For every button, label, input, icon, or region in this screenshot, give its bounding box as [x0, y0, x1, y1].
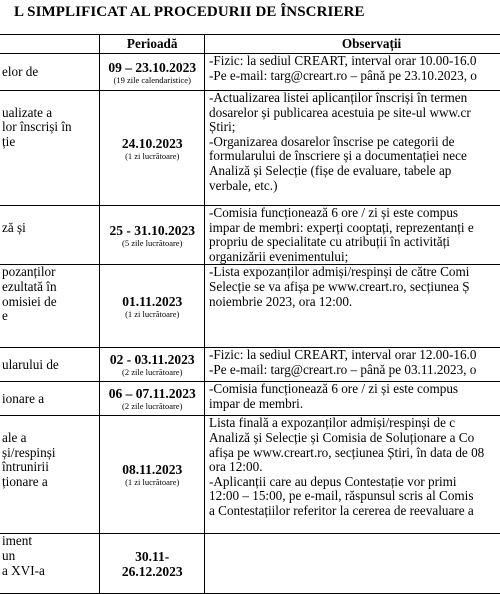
observation-line: -Fizic: la sediul CREART, interval orar 10.00-16.0 [209, 53, 477, 68]
observations-cell [205, 534, 500, 594]
period-duration-note: (1 zi lucrătoare) [125, 308, 180, 319]
table-row [0, 348, 500, 382]
observation-line: Analiză și Selecție (fișe de evaluare, tabele ap [209, 162, 452, 178]
table-row [0, 206, 500, 265]
stage-cell [0, 206, 100, 265]
stage-cell [0, 416, 100, 534]
observation-line: -Comisia funcționează 6 ore / zi și este compus [209, 205, 459, 220]
stage-cell [0, 265, 100, 348]
observation-line: 12:00 – 15:00, pe e-mail, răspunsul scris al Comis [209, 488, 474, 504]
stage-text: ularului de [2, 356, 59, 372]
period-range: 02 - 03.11.2023 [109, 352, 195, 368]
table-row [0, 91, 500, 206]
period-header: Perioadă [100, 35, 205, 54]
table-row [0, 54, 500, 91]
stage-text: a XVI-a [2, 562, 45, 578]
period-range: 08.11.2023 [122, 462, 183, 478]
observation-line: Analiză și Selecție și Comisia de Soluționare a Co [209, 429, 475, 445]
stage-text: pozanților [2, 264, 56, 280]
period-cell [100, 91, 205, 206]
table-row [0, 416, 500, 534]
observation-line: formularului de înscriere și a documentației nece [209, 148, 467, 164]
observation-line: Știri; [209, 119, 236, 135]
schedule-table [0, 34, 500, 594]
table-row [0, 382, 500, 416]
observations-cell [205, 382, 500, 416]
period-cell [100, 348, 205, 382]
period-range: 06 – 07.11.2023 [108, 386, 196, 402]
page-title: L SIMPLIFICAT AL PROCEDURII DE ÎNSCRIERE [14, 4, 365, 20]
observations-cell [205, 416, 500, 534]
observations-cell [205, 348, 500, 382]
period-range: 01.11.2023 [122, 293, 183, 309]
period-cell [100, 534, 205, 594]
observations-header: Observații [205, 35, 500, 54]
stage-text: ualizate a [2, 104, 53, 120]
observation-line: impar de membri: experți cooptați, reprezentanți e [209, 219, 474, 235]
stage-text: elor de [2, 63, 39, 79]
table-header-row [0, 35, 500, 54]
observation-line: -Pe e-mail: targ@creart.ro – până pe 23.10.2023, o [209, 67, 477, 83]
observation-line: -Fizic: la sediul CREART, interval orar 12.00-16.0 [209, 347, 477, 363]
observation-line: -Lista expozanților admiși/respinși de către Comi [209, 264, 470, 280]
observation-line: verbale, etc.) [209, 177, 278, 193]
stage-text: ză și [2, 219, 26, 235]
period-cell [100, 416, 205, 534]
stage-text: întrunirii [2, 459, 49, 475]
period-duration-note: (2 zile lucrătoare) [122, 367, 183, 378]
stage-header [0, 35, 100, 54]
table-row [0, 265, 500, 348]
stage-text: e [2, 308, 8, 324]
stage-cell [0, 534, 100, 594]
stage-text: ție [2, 133, 16, 149]
period-range: 24.10.2023 [121, 135, 183, 151]
period-range: 26.12.2023 [121, 563, 183, 579]
stage-text: ale a [2, 429, 27, 445]
period-duration-note: (1 zi lucrătoare) [125, 150, 180, 161]
observations-cell [205, 91, 500, 206]
observation-line: -Comisia funcționează 6 ore / zi și este compus [209, 381, 459, 397]
period-range: 30.11- [135, 548, 170, 564]
stage-text: ționare a [2, 473, 48, 489]
stage-cell [0, 382, 100, 416]
observation-line: Selecție se va afișa pe www.creart.ro, secțiunea Ș [209, 278, 470, 294]
observation-line: noiembrie 2023, ora 12:00. [209, 293, 353, 309]
period-range: 25 - 31.10.2023 [109, 222, 195, 238]
observation-line: a Contestațiilor referitor la cererea de reevaluare a [209, 502, 474, 518]
observations-cell [205, 54, 500, 91]
stage-text: omisiei de [2, 293, 57, 309]
observation-line: -Organizarea dosarelor înscrise pe categorii de [209, 133, 455, 149]
stage-text: un [2, 547, 16, 563]
observation-line: dosarelor și publicarea acestuia pe site-ul www.cr [209, 104, 471, 120]
period-cell [100, 206, 205, 265]
stage-cell [0, 91, 100, 206]
stage-cell [0, 348, 100, 382]
observations-cell [205, 206, 500, 265]
period-cell [100, 265, 205, 348]
period-cell [100, 54, 205, 91]
observation-line: afișa pe www.creart.ro, secțiunea Știri, în data de 08 [209, 444, 485, 460]
period-cell [100, 382, 205, 416]
stage-text [2, 206, 95, 221]
observation-line: ora 12:00. [209, 459, 263, 475]
stage-text [2, 416, 95, 431]
stage-text: și/respinși [2, 444, 56, 460]
observation-line: propriu de specialitate cu atribuții în activități [209, 234, 450, 250]
stage-text [2, 91, 95, 106]
observation-line: organizării evenimentului; [209, 248, 349, 264]
table-row [0, 534, 500, 594]
period-duration-note: (2 zile lucrătoare) [122, 401, 183, 412]
stage-text: ezultată în [2, 278, 57, 294]
stage-text: lor înscriși în [2, 119, 72, 135]
observation-line: -Pe e-mail: targ@creart.ro – până pe 03.11.2023, o [209, 361, 477, 377]
observation-line: -Actualizarea listei aplicanților înscriși în termen [209, 90, 468, 105]
stage-text: iment [2, 533, 33, 549]
observation-line: -Aplicanții care au depus Contestație vor primi [209, 473, 457, 489]
stage-cell [0, 54, 100, 91]
stage-text: ionare a [2, 390, 45, 406]
period-duration-note: (19 zile calendaristice) [113, 74, 191, 85]
period-duration-note: (1 zi lucrătoare) [125, 477, 180, 488]
observation-line: impar de membri. [209, 395, 304, 411]
period-range: 09 – 23.10.2023 [108, 59, 197, 75]
observations-cell [205, 265, 500, 348]
period-duration-note: (5 zile lucrătoare) [122, 237, 183, 248]
observation-line: Lista finală a expozanților admiși/respinși de c [209, 415, 456, 431]
